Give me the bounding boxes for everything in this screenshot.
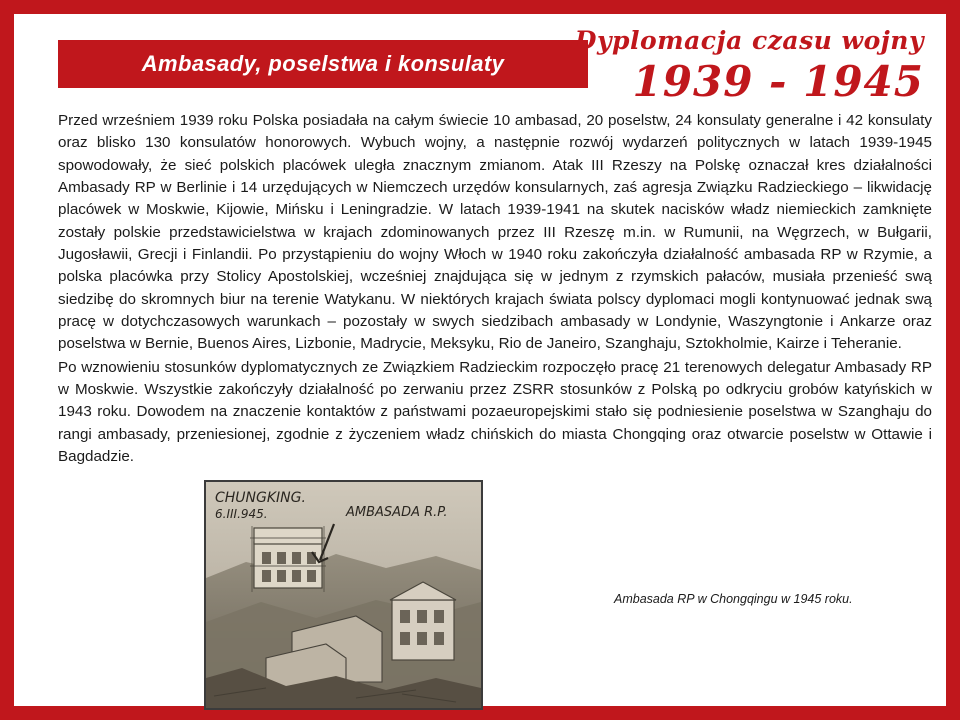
brand-years: 1939 - 1945 [632, 57, 924, 106]
body-text [58, 110, 932, 469]
historic-photo [204, 480, 483, 710]
brand-heading [574, 26, 924, 106]
page-title: Ambasady, poselstwa i konsulaty [141, 51, 505, 76]
svg-text:CHUNGKING.: CHUNGKING. [215, 490, 306, 506]
photo-caption: Ambasada RP w Chongqingu w 1945 roku. [614, 592, 853, 606]
slide-inner [14, 14, 946, 706]
slide-title-banner [58, 40, 588, 88]
paragraph-1: Przed wrześniem 1939 roku Polska posiadała na całym świecie 10 ambasad, 20 poselstw, 24 konsulaty generalne i 42 konsulaty oraz blisko 130 konsulatów honorowych. Wybuch wojny, a następnie rozwój wydarzeń politycznych w latach 1939-1945 spowodowały, że sieć polskich placówek uległa znacznym zmianom. Atak III Rzeszy na Polskę oznaczał kres działalności Ambasady RP w Berlinie i 14 urzędujących w Niemczech urzędów konsularnych, zaś agresja Związku Radzieckiego – likwidację placówek w Moskwie, Kijowie, Mińsku i Leningradzie. W latach 1939-1941 na skutek nacisków władz niemieckich zamknięte zostały polskie przedstawicielstwa w krajach zdominowanych przez III Rzeszę m.in. w Rumunii, na Węgrzech, w Bułgarii, Jugosławii, Grecji i Finlandii. Po przystąpieniu do wojny Włoch w 1940 roku zakończyła działalność ambasada RP w Rzymie, a polska placówka przy Stolicy Apostolskiej, wcześniej znajdująca się w jednym z rzymskich pałaców, musiała przenieść swą siedzibę do skromnych biur na terenie Watykanu. W niektórych krajach świata polscy dyplomaci mogli kontynuować jednak swą pracę w dotychczasowych warunkach – pozostały w swych siedzibach ambasady w Londynie, Waszyngtonie i Ankarze oraz poselstwa w Bernie, Buenos Aires, Lizbonie, Madrycie, Meksyku, Rio de Janeiro, Szanghaju, Sztokholmie, Kairze i Teheranie. [58, 112, 932, 353]
svg-text:6.III.945.: 6.III.945. [215, 507, 268, 521]
brand-subtitle: Dyplomacja czasu wojny [574, 26, 924, 55]
paragraph-2: Po wznowieniu stosunków dyplomatycznych ze Związkiem Radzieckim rozpoczęło pracę 21 terenowych delegatur Ambasady RP w Moskwie. Wszystkie zakończyły działalność po zerwaniu przez ZSRR stosunków z Polską po odkryciu grobów katyńskich w 1943 roku. Dowodem na znaczenie kontaktów z państwami pozaeuropejskimi stało się podniesienie poselstwa w Szanghaju do rangi ambasady, przeniesionej, zgodnie z życzeniem władz chińskich do miasta Chongqing oraz otwarcie poselstw w Ottawie i Bagdadzie. [58, 358, 932, 466]
svg-text:AMBASADA R.P.: AMBASADA R.P. [346, 505, 448, 520]
photo-illustration [206, 482, 481, 708]
